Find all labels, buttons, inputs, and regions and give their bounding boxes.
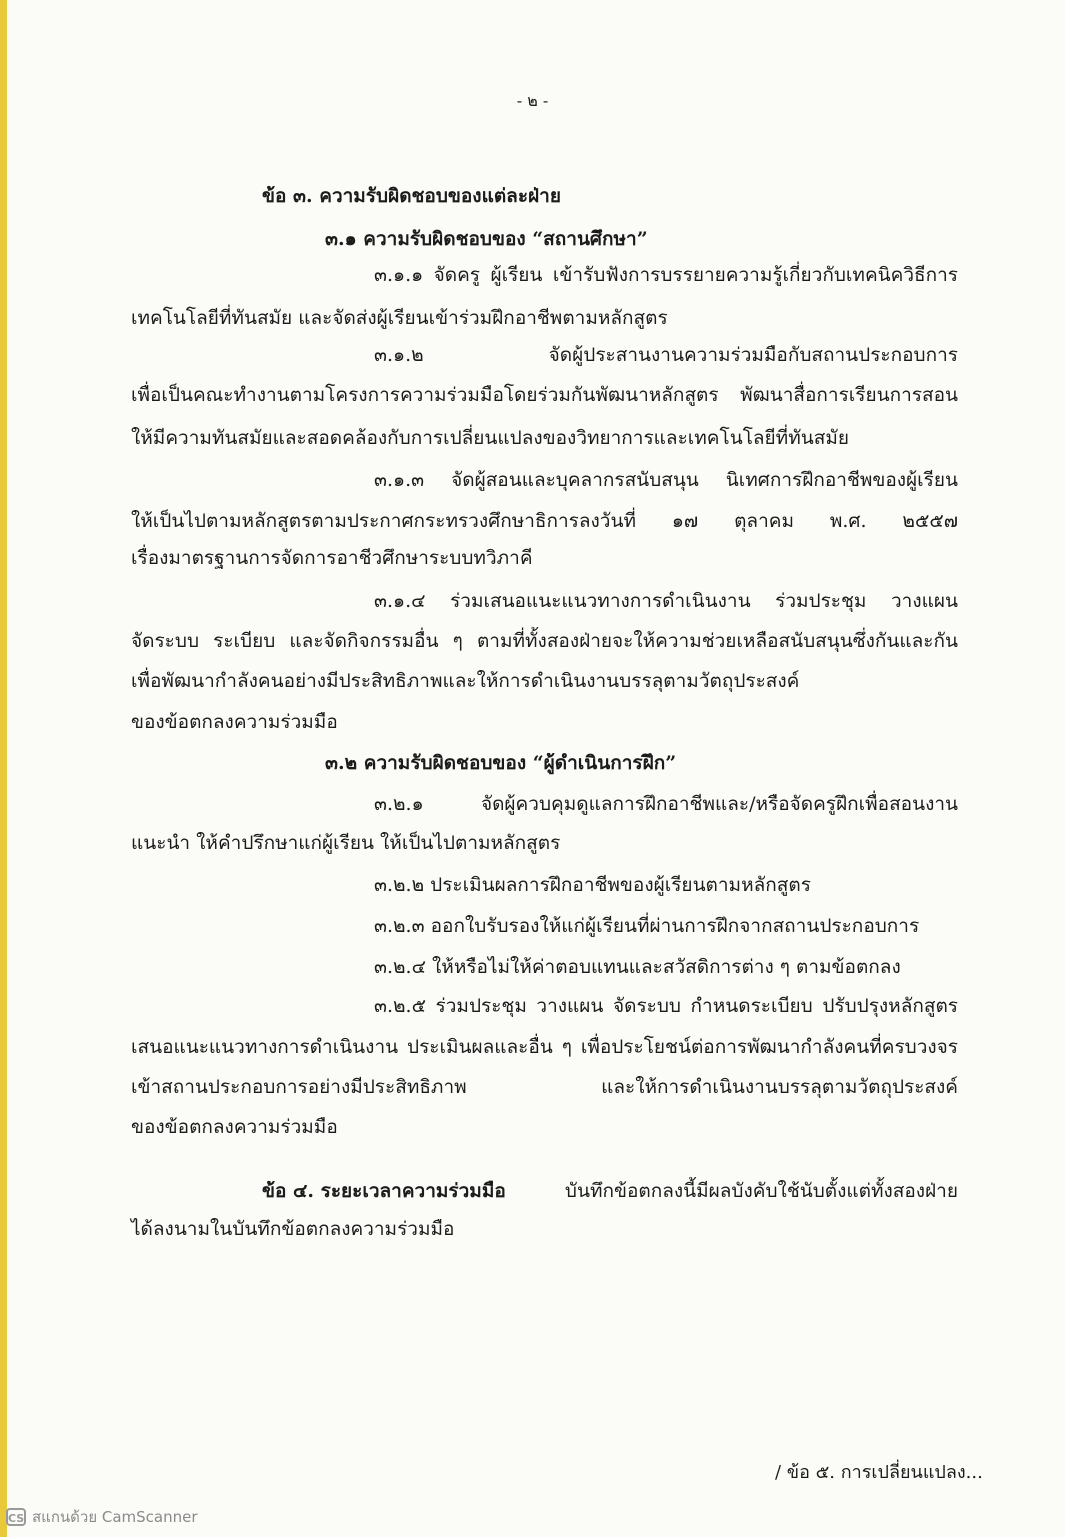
clause-3-1-2-line-1: ๓.๑.๒ จัดผู้ประสานงานความร่วมมือกับสถานประกอบการ bbox=[374, 344, 958, 366]
section-3-1-heading: ๓.๑ ความรับผิดชอบของ “สถานศึกษา” bbox=[325, 228, 648, 250]
section-4-text: บันทึกข้อตกลงนี้มีผลบังคับใช้นับตั้งแต่ทั้งสองฝ่าย bbox=[564, 1180, 958, 1202]
clause-3-1-4-line-1: ๓.๑.๔ ร่วมเสนอแนะแนวทางการดำเนินงาน ร่วมประชุม วางแผน bbox=[374, 590, 958, 612]
clause-3-2-5-line-2: เสนอแนะแนวทางการดำเนินงาน ประเมินผลและอื่น ๆ เพื่อประโยชน์ต่อการพัฒนากำลังคนที่ครบวงจร bbox=[131, 1036, 958, 1058]
clause-3-2-1-line-1: ๓.๒.๑ จัดผู้ควบคุมดูแลการฝึกอาชีพและ/หรือจัดครูฝึกเพื่อสอนงาน bbox=[374, 793, 958, 815]
section-3-2-heading: ๓.๒ ความรับผิดชอบของ “ผู้ดำเนินการฝึก” bbox=[325, 752, 677, 774]
scan-page-edge bbox=[0, 0, 7, 1537]
section-4-line-1 bbox=[262, 1178, 958, 1204]
clause-3-2-1-line-2: แนะนำ ให้คำปรึกษาแก่ผู้เรียน ให้เป็นไปตามหลักสูตร bbox=[131, 832, 561, 854]
clause-3-1-4-line-2: จัดระบบ ระเบียบ และจัดกิจกรรมอื่น ๆ ตามที่ทั้งสองฝ่ายจะให้ความช่วยเหลือสนับสนุนซึ่งกันและกัน bbox=[131, 630, 958, 652]
section-3-heading: ข้อ ๓. ความรับผิดชอบของแต่ละฝ่าย bbox=[262, 185, 561, 207]
clause-3-2-5-line-4: ของข้อตกลงความร่วมมือ bbox=[131, 1116, 338, 1138]
clause-3-2-4: ๓.๒.๔ ให้หรือไม่ให้ค่าตอบแทนและสวัสดิการต่าง ๆ ตามข้อตกลง bbox=[374, 956, 901, 978]
clause-3-1-4-line-3: เพื่อพัฒนากำลังคนอย่างมีประสิทธิภาพและให้การดำเนินงานบรรลุตามวัตถุประสงค์ bbox=[131, 670, 800, 692]
clause-3-2-5-line-3: เข้าสถานประกอบการอย่างมีประสิทธิภาพ และให้การดำเนินงานบรรลุตามวัตถุประสงค์ bbox=[131, 1076, 958, 1098]
section-4-heading: ข้อ ๔. ระยะเวลาความร่วมมือ bbox=[262, 1180, 506, 1202]
clause-3-1-1-line-1: ๓.๑.๑ จัดครู ผู้เรียน เข้ารับฟังการบรรยายความรู้เกี่ยวกับเทคนิควิธีการ bbox=[374, 264, 958, 286]
camscanner-label: สแกนด้วย CamScanner bbox=[32, 1508, 198, 1526]
clause-3-1-3-line-1: ๓.๑.๓ จัดผู้สอนและบุคลากรสนับสนุน นิเทศการฝึกอาชีพของผู้เรียน bbox=[374, 469, 958, 491]
clause-3-1-3-line-3: เรื่องมาตรฐานการจัดการอาชีวศึกษาระบบทวิภาคี bbox=[131, 547, 533, 569]
clause-3-1-2-line-3: ให้มีความทันสมัยและสอดคล้องกับการเปลี่ยนแปลงของวิทยาการและเทคโนโลยีที่ทันสมัย bbox=[131, 427, 849, 449]
camscanner-logo-icon: CS bbox=[6, 1508, 26, 1526]
section-4-line-2: ได้ลงนามในบันทึกข้อตกลงความร่วมมือ bbox=[131, 1218, 455, 1240]
clause-3-1-1-line-2: เทคโนโลยีที่ทันสมัย และจัดส่งผู้เรียนเข้าร่วมฝึกอาชีพตามหลักสูตร bbox=[131, 307, 668, 329]
clause-3-1-2-line-2: เพื่อเป็นคณะทำงานตามโครงการความร่วมมือโดยร่วมกันพัฒนาหลักสูตร พัฒนาสื่อการเรียนการสอน bbox=[131, 384, 958, 406]
camscanner-watermark bbox=[6, 1505, 198, 1529]
clause-3-1-3-line-2: ให้เป็นไปตามหลักสูตรตามประกาศกระทรวงศึกษาธิการลงวันที่ ๑๗ ตุลาคม พ.ศ. ๒๕๕๗ bbox=[131, 510, 958, 532]
page-number: - ๒ - bbox=[516, 91, 549, 110]
clause-3-2-2: ๓.๒.๒ ประเมินผลการฝึกอาชีพของผู้เรียนตามหลักสูตร bbox=[374, 874, 811, 896]
clause-3-2-3: ๓.๒.๓ ออกใบรับรองให้แก่ผู้เรียนที่ผ่านการฝึกจากสถานประกอบการ bbox=[374, 915, 920, 937]
clause-3-2-5-line-1: ๓.๒.๕ ร่วมประชุม วางแผน จัดระบบ กำหนดระเบียบ ปรับปรุงหลักสูตร bbox=[374, 995, 958, 1017]
clause-3-1-4-line-4: ของข้อตกลงความร่วมมือ bbox=[131, 711, 338, 733]
continuation-note: / ข้อ ๕. การเปลี่ยนแปลง... bbox=[775, 1462, 983, 1483]
